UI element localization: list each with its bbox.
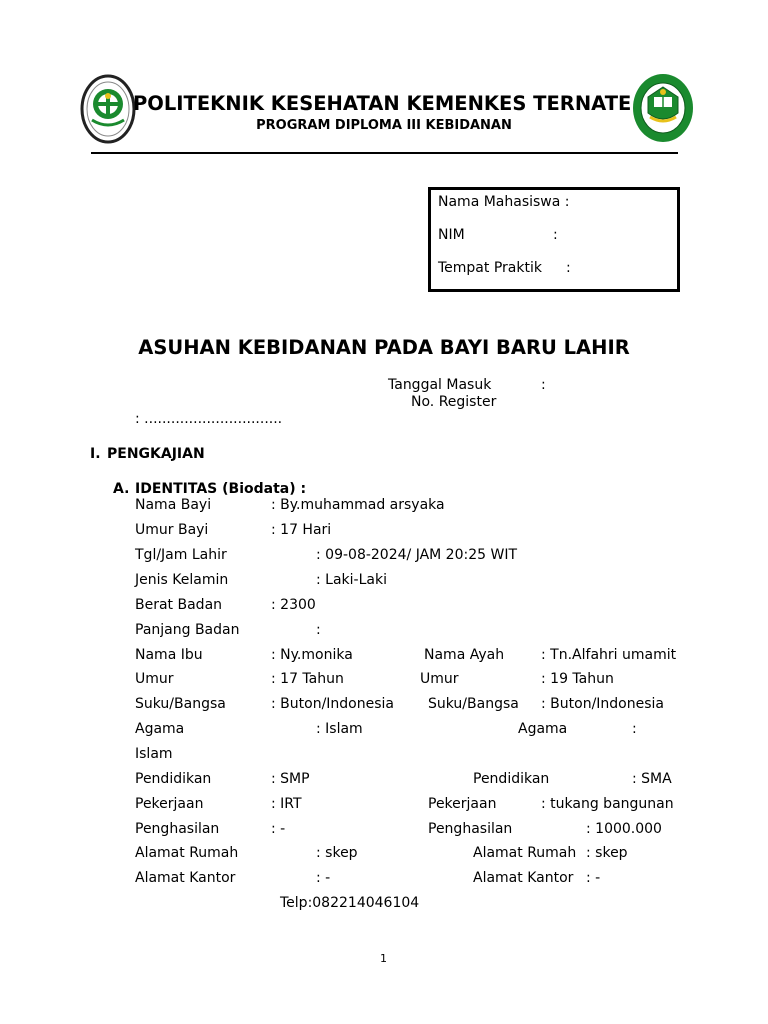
panjang-badan-value: : — [316, 622, 321, 638]
nama-ibu-label: Nama Ibu — [135, 647, 203, 663]
berat-badan-value: : 2300 — [271, 597, 316, 613]
tempat-praktik-label: Tempat Praktik — [438, 260, 542, 276]
alamat-rumah-ibu-label: Alamat Rumah — [135, 845, 239, 861]
tanggal-masuk-colon: : — [541, 377, 546, 393]
tanggal-masuk-label: Tanggal Masuk — [388, 377, 492, 393]
subsection-title: IDENTITAS (Biodata) : — [135, 481, 307, 497]
tgl-lahir-label: Tgl/Jam Lahir — [135, 547, 227, 563]
pendidikan-ayah-label: Pendidikan — [473, 771, 550, 787]
nama-ibu-value: : Ny.monika — [271, 647, 353, 663]
suku-ayah-value: : Buton/Indonesia — [541, 696, 664, 712]
penghasilan-ayah-value: : 1000.000 — [586, 821, 662, 837]
no-register-label: No. Register — [411, 394, 497, 410]
nama-ayah-label: Nama Ayah — [424, 647, 505, 663]
penghasilan-ibu-value: : - — [271, 821, 286, 837]
pendidikan-ibu-value: : SMP — [271, 771, 310, 787]
agama-ibu-value: : Islam — [316, 721, 363, 737]
pekerjaan-ayah-value: : tukang bangunan — [541, 796, 674, 812]
panjang-badan-label: Panjang Badan — [135, 622, 240, 638]
alamat-kantor-ayah-label: Alamat Kantor — [473, 870, 574, 886]
alamat-rumah-ayah-label: Alamat Rumah — [473, 845, 577, 861]
berat-badan-label: Berat Badan — [135, 597, 223, 613]
nama-mahasiswa-label: Nama Mahasiswa : — [438, 194, 570, 210]
umur-bayi-label: Umur Bayi — [135, 522, 209, 538]
suku-ayah-label: Suku/Bangsa — [428, 696, 519, 712]
pekerjaan-ibu-label: Pekerjaan — [135, 796, 204, 812]
telephone: Telp:082214046104 — [280, 895, 420, 911]
alamat-kantor-ibu-value: : - — [316, 870, 331, 886]
pekerjaan-ayah-label: Pekerjaan — [428, 796, 497, 812]
nim-colon: : — [553, 227, 558, 243]
agama-ayah-label: Agama — [518, 721, 568, 737]
header-divider — [91, 152, 678, 154]
agama-ayah-value: Islam — [135, 746, 173, 762]
penghasilan-ibu-label: Penghasilan — [135, 821, 220, 837]
pekerjaan-ibu-value: : IRT — [271, 796, 302, 812]
nama-ayah-value: : Tn.Alfahri umamit — [541, 647, 677, 663]
pendidikan-ayah-value: : SMA — [632, 771, 672, 787]
umur-ibu-value: : 17 Tahun — [271, 671, 344, 687]
section-number: I. — [90, 446, 101, 462]
suku-ibu-value: : Buton/Indonesia — [271, 696, 394, 712]
umur-ibu-label: Umur — [135, 671, 174, 687]
pendidikan-ibu-label: Pendidikan — [135, 771, 212, 787]
nama-bayi-value: : By.muhammad arsyaka — [271, 497, 445, 513]
alamat-rumah-ayah-value: : skep — [586, 845, 628, 861]
institution-name: POLITEKNIK KESEHATAN KEMENKES TERNATE — [133, 92, 632, 115]
alamat-rumah-ibu-value: : skep — [316, 845, 358, 861]
alamat-kantor-ibu-label: Alamat Kantor — [135, 870, 236, 886]
umur-ayah-label: Umur — [420, 671, 459, 687]
section-title: PENGKAJIAN — [107, 446, 205, 462]
umur-ayah-value: : 19 Tahun — [541, 671, 614, 687]
subsection-letter: A. — [113, 481, 130, 497]
nim-label: NIM — [438, 227, 465, 243]
umur-bayi-value: : 17 Hari — [271, 522, 332, 538]
agama-ibu-label: Agama — [135, 721, 185, 737]
tempat-praktik-colon: : — [566, 260, 571, 276]
tgl-lahir-value: : 09-08-2024/ JAM 20:25 WIT — [316, 547, 518, 563]
page-number: 1 — [380, 952, 387, 965]
penghasilan-ayah-label: Penghasilan — [428, 821, 513, 837]
suku-ibu-label: Suku/Bangsa — [135, 696, 226, 712]
document-title: ASUHAN KEBIDANAN PADA BAYI BARU LAHIR — [138, 336, 630, 359]
agama-ayah-colon: : — [632, 721, 637, 737]
jenis-kelamin-value: : Laki-Laki — [316, 572, 387, 588]
alamat-kantor-ayah-value: : - — [586, 870, 601, 886]
nama-bayi-label: Nama Bayi — [135, 497, 212, 513]
no-register-value: : ............................... — [135, 411, 283, 427]
program-name: PROGRAM DIPLOMA III KEBIDANAN — [256, 118, 512, 133]
jenis-kelamin-label: Jenis Kelamin — [135, 572, 229, 588]
